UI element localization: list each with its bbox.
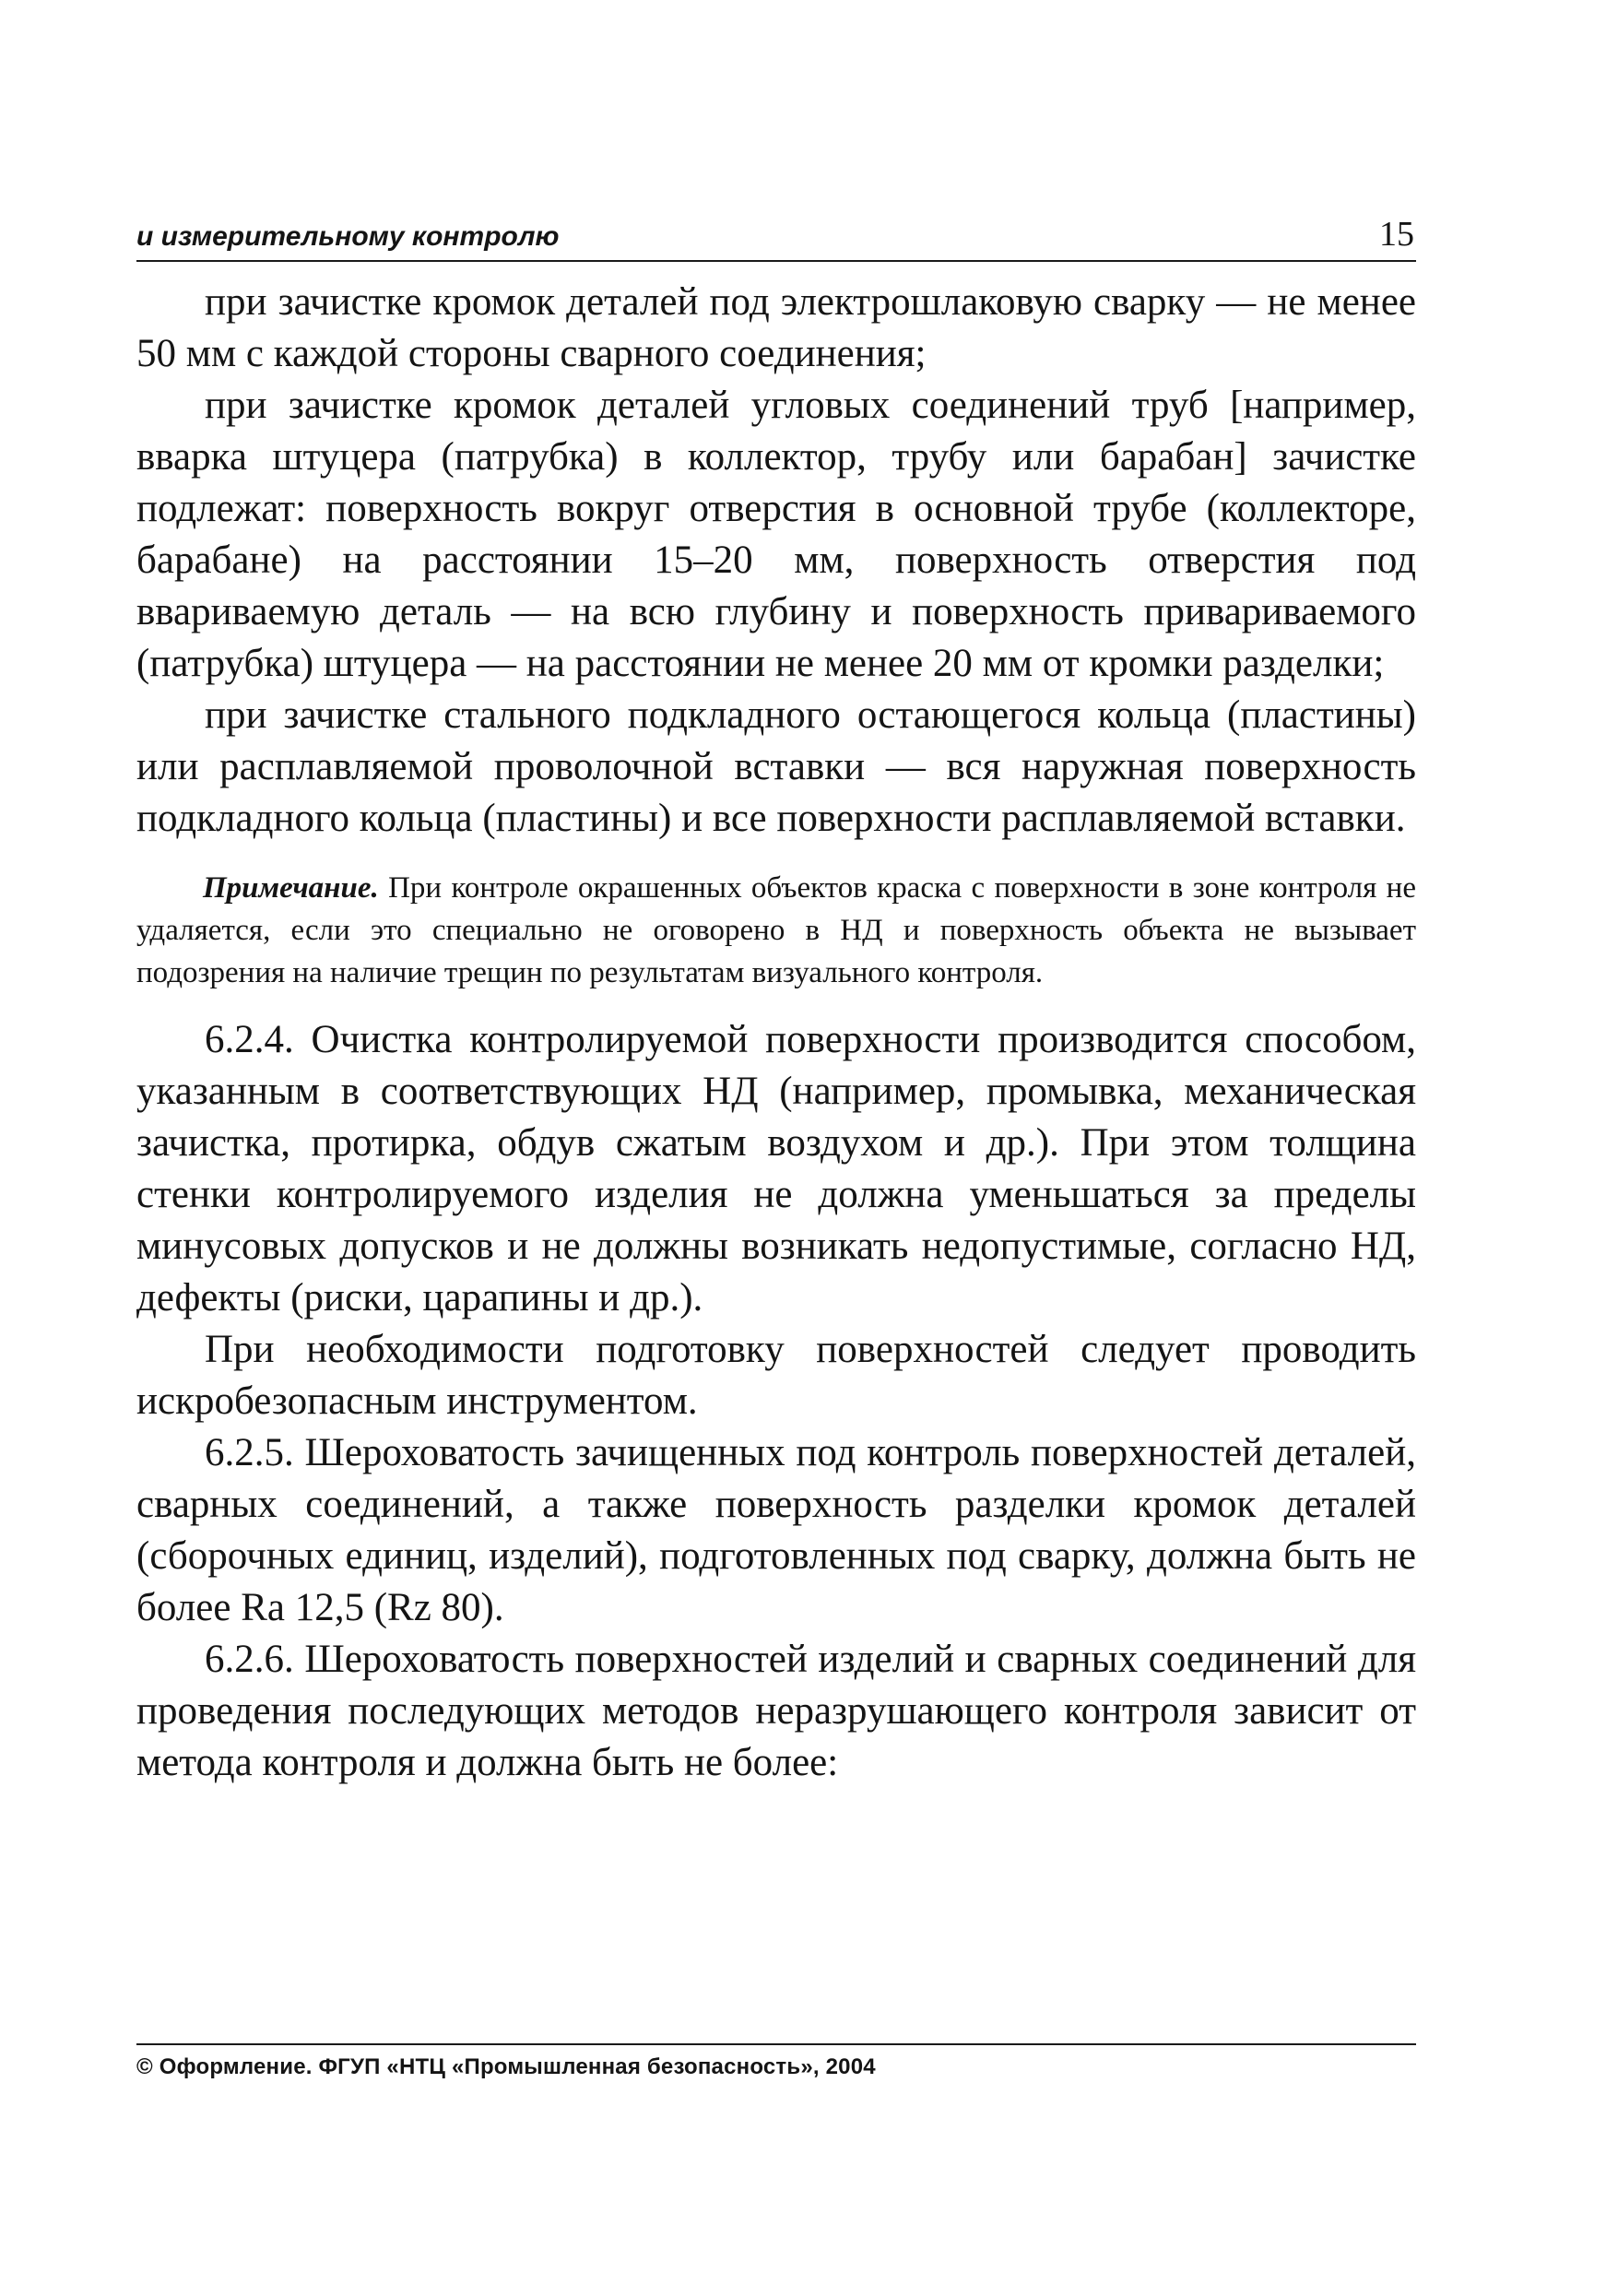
copyright-footer [136, 2043, 1416, 2080]
copyright-text: © Оформление. ФГУП «НТЦ «Промышленная безопасность», 2004 [136, 2054, 876, 2079]
paragraph-electroslag-cleaning: при зачистке кромок деталей под электрошлаковую сварку — не менее 50 мм с каждой стороны сварного соединения; [136, 280, 1416, 375]
paragraph-backing-ring-cleaning: при зачистке стального подкладного остающегося кольца (пластины) или расплавляемой проволочной вставки — вся наружная поверхность подкладного кольца (пластины) и все поверхности расплавляемой вставки. [136, 693, 1416, 840]
paragraph-6-2-6: 6.2.6. Шероховатость поверхностей изделий и сварных соединений для проведения последующих методов неразрушающего контроля зависит от метода контроля и должна быть не более: [136, 1638, 1416, 1784]
page-body [136, 277, 1416, 1789]
paragraph-6-2-5: 6.2.5. Шероховатость зачищенных под контроль поверхностей деталей, сварных соединений, а также поверхность разделки кромок деталей (сборочных единиц, изделий), подготовленных под сварку, должна быть не более Ra 12,5 (Rz 80). [136, 1431, 1416, 1629]
paragraph-corner-joint-cleaning: при зачистке кромок деталей угловых соединений труб [например, вварка штуцера (патрубка) в коллектор, трубу или барабан] зачистке подлежат: поверхность вокруг отверстия в основной трубе (коллекторе, барабане) на расстоянии 15–20 мм, поверхность отверстия под ввариваемую деталь — на всю глубину и поверхность привариваемого (патрубка) штуцера — на расстоянии не менее 20 мм от кромки разделки; [136, 384, 1416, 685]
running-header-title: и измерительному контролю [136, 221, 560, 252]
paragraph-6-2-4: 6.2.4. Очистка контролируемой поверхности производится способом, указанным в соответствующих НД (например, промывка, механическая зачистка, протирка, обдув сжатым воздухом и др.). При этом толщина стенки контролируемого изделия не должна уменьшаться за пределы минусовых допусков и не должны возникать недопустимые, согласно НД, дефекты (риски, царапины и др.). [136, 1018, 1416, 1320]
page-number: 15 [1379, 215, 1414, 254]
running-header [136, 208, 1416, 262]
paragraph-spark-safe-tools: При необходимости подготовку поверхностей следует проводить искробезопасным инструментом. [136, 1328, 1416, 1423]
note-text: При контроле окрашенных объектов краска с поверхности в зоне контроля не удаляется, если это специально не оговорено в НД и поверхность объекта не вызывает подозрения на наличие трещин по результатам визуального контроля. [136, 871, 1416, 989]
note-paragraph [136, 867, 1416, 994]
note-label: Примечание. [203, 871, 379, 905]
